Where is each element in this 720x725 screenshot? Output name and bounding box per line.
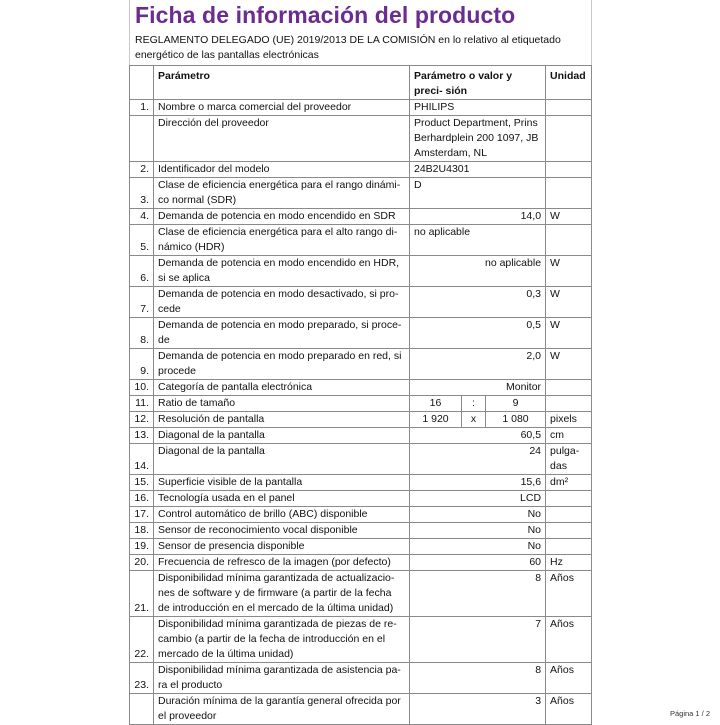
row-number: 10. [130,380,154,396]
header-unit: Unidad [546,66,592,100]
row-unit: Años [546,617,592,663]
row-unit [546,162,592,178]
row-number: 5. [130,225,154,256]
row-value: 15,6 [410,475,546,491]
row-value: 0,3 [410,287,546,318]
row-value: 14,0 [410,209,546,225]
header-value: Parámetro o valor y preci- sión [410,66,546,100]
row-value: 2,0 [410,349,546,380]
row-parameter: Diagonal de la pantalla [154,444,410,475]
row-unit [546,178,592,209]
row-unit: Años [546,663,592,694]
page-title: Ficha de información del producto [135,2,516,28]
row-value: D [410,178,546,209]
table-row [130,617,592,663]
row-parameter: Sensor de reconocimiento vocal disponible [154,523,410,539]
table-row [130,491,592,507]
row-number: 14. [130,444,154,475]
row-number: 1. [130,100,154,116]
row-unit [546,225,592,256]
row-value: 60 [410,555,546,571]
row-unit [546,539,592,555]
row-number: 9. [130,349,154,380]
product-information-table [129,65,592,725]
row-parameter: Demanda de potencia en modo desactivado, si pro- cede [154,287,410,318]
row-value: 0,5 [410,318,546,349]
row-parameter: Demanda de potencia en modo encendido en HDR, si se aplica [154,256,410,287]
row-unit [546,507,592,523]
row-unit: W [546,256,592,287]
table-row [130,475,592,491]
row-value-second: 9 [486,396,546,412]
table-row [130,256,592,287]
row-number: 3. [130,178,154,209]
row-number: 17. [130,507,154,523]
row-number: 23. [130,663,154,694]
row-unit: Hz [546,555,592,571]
table-row [130,178,592,209]
row-number: 16. [130,491,154,507]
table-row [130,571,592,617]
row-parameter: Disponibilidad mínima garantizada de actualizacio- nes de software y de firmware (a partir de la fecha de introducción en el mercado de la última unidad) [154,571,410,617]
table-row [130,209,592,225]
row-number: 21. [130,571,154,617]
row-value: 60,5 [410,428,546,444]
table-row [130,555,592,571]
row-parameter: Demanda de potencia en modo preparado en red, si procede [154,349,410,380]
table-row [130,412,592,428]
row-unit [546,523,592,539]
table-row [130,162,592,178]
table-row [130,116,592,162]
row-parameter: Resolución de pantalla [154,412,410,428]
row-value-first: 1 920 [410,412,462,428]
row-value: No [410,539,546,555]
row-unit: W [546,209,592,225]
row-unit: W [546,318,592,349]
table-header-row [130,66,592,100]
row-value: No [410,523,546,539]
table-row [130,100,592,116]
row-value: PHILIPS [410,100,546,116]
row-parameter: Clase de eficiencia energética para el alto rango di- námico (HDR) [154,225,410,256]
table-row [130,349,592,380]
row-parameter: Duración mínima de la garantía general ofrecida por el proveedor [154,694,410,725]
row-unit: dm² [546,475,592,491]
row-number: 13. [130,428,154,444]
header-number [130,66,154,100]
row-number: 7. [130,287,154,318]
row-parameter: Demanda de potencia en modo encendido en SDR [154,209,410,225]
table-row [130,507,592,523]
row-parameter: Nombre o marca comercial del proveedor [154,100,410,116]
table-row [130,428,592,444]
table-row [130,287,592,318]
row-value: LCD [410,491,546,507]
row-unit: W [546,349,592,380]
table-row [130,663,592,694]
row-parameter: Demanda de potencia en modo preparado, si proce- de [154,318,410,349]
row-unit [546,100,592,116]
row-unit [546,396,592,412]
row-unit: Años [546,694,592,725]
row-parameter: Categoría de pantalla electrónica [154,380,410,396]
row-parameter: Identificador del modelo [154,162,410,178]
row-parameter: Diagonal de la pantalla [154,428,410,444]
row-value: Product Department, Prins Berhardplein 200 1097, JB Amsterdam, NL [410,116,546,162]
row-parameter: Disponibilidad mínima garantizada de asistencia pa- ra el producto [154,663,410,694]
row-parameter: Ratio de tamaño [154,396,410,412]
row-unit [546,116,592,162]
row-parameter: Disponibilidad mínima garantizada de piezas de re- cambio (a partir de la fecha de introducción en el mercado de la última unidad) [154,617,410,663]
row-value-separator: : [462,396,486,412]
table-row [130,318,592,349]
table-row [130,396,592,412]
table-row [130,444,592,475]
row-unit: pixels [546,412,592,428]
header-parameter: Parámetro [154,66,410,100]
row-parameter: Dirección del proveedor [154,116,410,162]
regulation-subtitle: REGLAMENTO DELEGADO (UE) 2019/2013 DE LA COMISIÓN en lo relativo al etiquetado energético de las pantallas electrónicas [135,34,561,61]
table-row [130,539,592,555]
row-value: no aplicable [410,256,546,287]
row-value: 24B2U4301 [410,162,546,178]
row-number: 20. [130,555,154,571]
row-value: 8 [410,571,546,617]
row-parameter: Frecuencia de refresco de la imagen (por defecto) [154,555,410,571]
row-value: 3 [410,694,546,725]
row-parameter: Clase de eficiencia energética para el rango dinámi- co normal (SDR) [154,178,410,209]
row-number: 19. [130,539,154,555]
table-row [130,523,592,539]
row-number: 2. [130,162,154,178]
row-number: 12. [130,412,154,428]
row-parameter: Superficie visible de la pantalla [154,475,410,491]
row-number [130,116,154,162]
row-unit: pulga- das [546,444,592,475]
row-value: 24 [410,444,546,475]
row-unit: cm [546,428,592,444]
row-unit: W [546,287,592,318]
row-number: 4. [130,209,154,225]
row-value: 7 [410,617,546,663]
table-row [130,225,592,256]
table-row [130,380,592,396]
row-value: 8 [410,663,546,694]
row-parameter: Sensor de presencia disponible [154,539,410,555]
row-value-second: 1 080 [486,412,546,428]
row-number: 6. [130,256,154,287]
row-value-first: 16 [410,396,462,412]
row-number: 18. [130,523,154,539]
row-value-separator: x [462,412,486,428]
row-value: No [410,507,546,523]
row-number: 11. [130,396,154,412]
row-value: no aplicable [410,225,546,256]
row-unit: Años [546,571,592,617]
row-number: 15. [130,475,154,491]
row-value: Monitor [410,380,546,396]
row-parameter: Tecnología usada en el panel [154,491,410,507]
row-number: 22. [130,617,154,663]
row-unit [546,380,592,396]
row-unit [546,491,592,507]
row-number: 8. [130,318,154,349]
page-number: Página 1 / 2 [669,709,710,718]
row-parameter: Control automático de brillo (ABC) disponible [154,507,410,523]
